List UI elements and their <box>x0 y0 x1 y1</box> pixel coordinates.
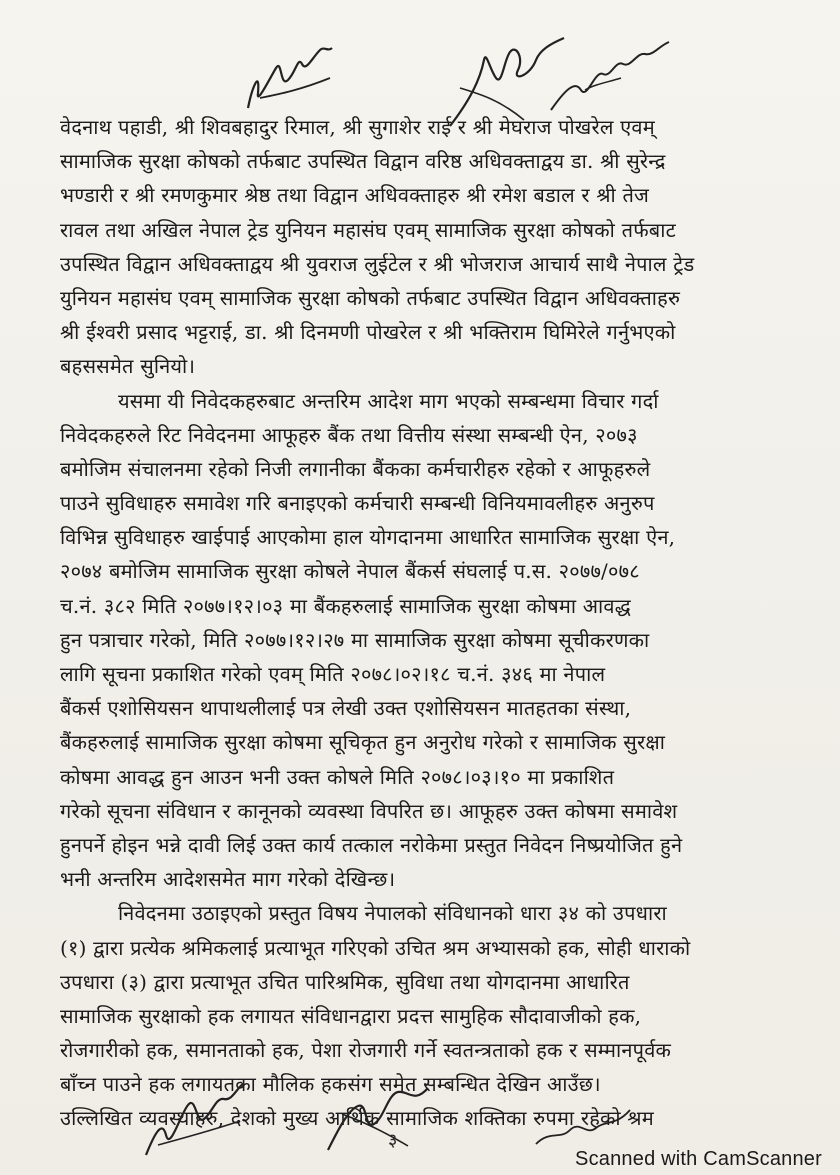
signature-bottom-left <box>140 1075 250 1165</box>
text-line: गरेको सूचना संविधान र कानूनको व्यवस्था विपरित छ। आफूहरु उक्त कोषमा समावेश <box>60 798 678 823</box>
text-line: बहससमेत सुनियो। <box>60 354 196 379</box>
text-line: उपधारा (३) द्वारा प्रत्याभूत उचित पारिश्रमिक, सुविधा तथा योगदानमा आधारित <box>60 969 630 994</box>
text-line: विभिन्न सुविधाहरु खाईपाई आएकोमा हाल योगदानमा आधारित सामाजिक सुरक्षा ऐन, <box>60 525 676 550</box>
text-line: कोषमा आवद्ध हुन आउन भनी उक्त कोषले मिति २०७८।०३।१० मा प्रकाशित <box>60 764 615 789</box>
text-line: बमोजिम संचालनमा रहेको निजी लगानीका बैंकका कर्मचारीहरु रहेको र आफूहरुले <box>60 456 651 481</box>
camscanner-watermark: Scanned with CamScanner <box>575 1148 822 1170</box>
text-line: बैंकहरुलाई सामाजिक सुरक्षा कोषमा सूचिकृत हुन अनुरोध गरेको र सामाजिक सुरक्षा <box>60 730 666 755</box>
text-line: बैंकर्स एशोसियसन थापाथलीलाई पत्र लेखी उक्त एशोसियसन मातहतका संस्था, <box>60 696 632 721</box>
text-line: च.नं. ३८२ मिति २०७७।१२।०३ मा बैंकहरुलाई सामाजिक सुरक्षा कोषमा आवद्ध <box>60 593 631 618</box>
signature-bottom-middle <box>318 1070 438 1160</box>
document-body <box>60 110 820 1136</box>
text-line: उपस्थित विद्वान अधिवक्ताद्वय श्री युवराज लुईटेल र श्री भोजराज आचार्य साथै नेपाल ट्रेड <box>60 251 695 276</box>
text-line: युनियन महासंघ एवम् सामाजिक सुरक्षा कोषको तर्फबाट उपस्थित विद्वान अधिवक्ताहरु <box>60 285 681 310</box>
text-line: सामाजिक सुरक्षा कोषको तर्फबाट उपस्थित विद्वान वरिष्ठ अधिवक्ताद्वय डा. श्री सुरेन्द्र <box>60 149 666 174</box>
page-number: ३ <box>388 1130 398 1151</box>
text-line: सामाजिक सुरक्षाको हक लगायत संविधानद्वारा प्रदत्त सामुहिक सौदावाजीको हक, <box>60 1003 642 1028</box>
text-line: रावल तथा अखिल नेपाल ट्रेड युनियन महासंघ एवम् सामाजिक सुरक्षा कोषको तर्फबाट <box>60 217 676 242</box>
text-line: यसमा यी निवेदकहरुबाट अन्तरिम आदेश माग भएको सम्बन्धमा विचार गर्दा <box>118 388 659 413</box>
text-line: हुनपर्ने होइन भन्ने दावी लिई उक्त कार्य तत्काल नरोकेमा प्रस्तुत निवेदन निष्प्रयोजित हुने <box>60 832 683 857</box>
text-line: बाँच्न पाउने हक लगायतका मौलिक हकसंग समेत सम्बन्धित देखिन आउँछ। <box>60 1072 601 1097</box>
signature-top-right <box>545 30 675 120</box>
paragraph <box>60 384 820 897</box>
text-line: श्री ईश्वरी प्रसाद भट्टराई, डा. श्री दिनमणी पोखरेल र श्री भक्तिराम घिमिरेले गर्नुभएको <box>60 320 676 345</box>
signature-bottom-right <box>530 1100 640 1150</box>
text-line: हुन पत्राचार गरेको, मिति २०७७।१२।२७ मा सामाजिक सुरक्षा कोषमा सूचीकरणका <box>60 627 650 652</box>
text-line: उल्लिखित व्यवस्थाहरु, देशको मुख्य आर्थिक सामाजिक शक्तिका रुपमा रहेको श्रम <box>60 1106 654 1131</box>
text-line: भण्डारी र श्री रमणकुमार श्रेष्ठ तथा विद्वान अधिवक्ताहरु श्री रमेश बडाल र श्री तेज <box>60 183 650 208</box>
text-line: (१) द्वारा प्रत्येक श्रमिकलाई प्रत्याभूत गरिएको उचित श्रम अभ्यासको हक, सोही धाराको <box>60 935 691 960</box>
text-line: पाउने सुविधाहरु समावेश गरि बनाइएको कर्मचारी सम्बन्धी विनियमावलीहरु अनुरुप <box>60 491 655 516</box>
signature-top-left <box>240 38 340 118</box>
text-line: निवेदनमा उठाइएको प्रस्तुत विषय नेपालको संविधानको धारा ३४ को उपधारा <box>118 901 667 926</box>
text-line: भनी अन्तरिम आदेशसमेत माग गरेको देखिन्छ। <box>60 867 396 892</box>
text-line: वेदनाथ पहाडी, श्री शिवबहादुर रिमाल, श्री सुगाशेर राई र श्री मेघराज पोखरेल एवम् <box>60 115 655 139</box>
text-line: रोजगारीको हक, समानताको हक, पेशा रोजगारी गर्ने स्वतन्त्रताको हक र सम्मानपूर्वक <box>60 1038 672 1063</box>
text-line: लागि सूचना प्रकाशित गरेको एवम् मिति २०७८।०२।१८ च.नं. ३४६ मा नेपाल <box>60 662 606 686</box>
paragraph <box>60 110 820 384</box>
text-line: निवेदकहरुले रिट निवेदनमा आफूहरु बैंक तथा वित्तीय संस्था सम्बन्धी ऐन, २०७३ <box>60 422 638 447</box>
text-line: २०७४ बमोजिम सामाजिक सुरक्षा कोषले नेपाल बैंकर्स संघलाई प.स. २०७७/०७८ <box>60 559 640 584</box>
